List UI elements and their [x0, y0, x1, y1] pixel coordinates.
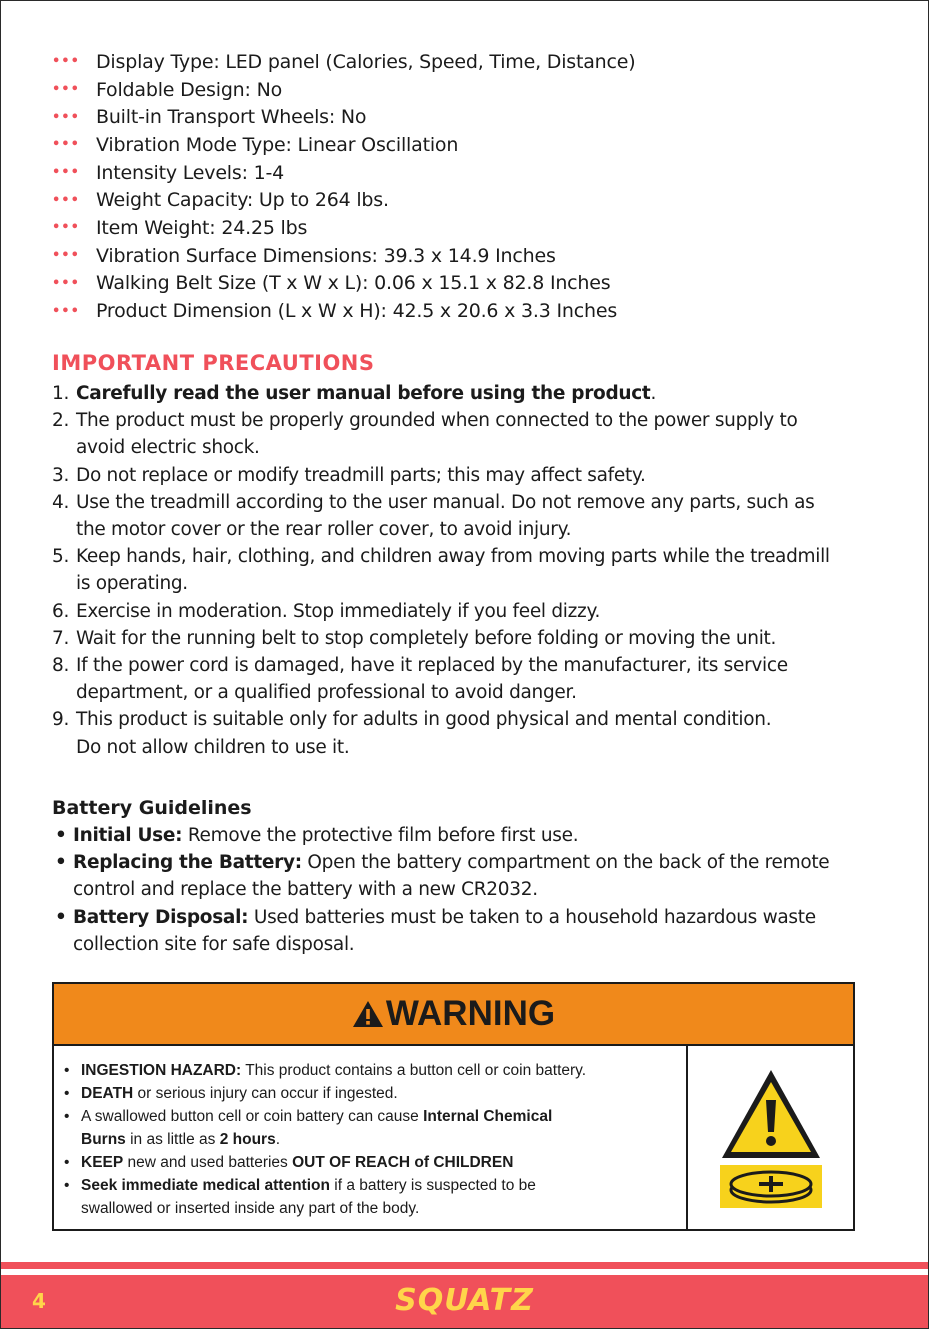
warning-span: or serious injury can occur if ingested. [133, 1085, 398, 1102]
bullet-icon: • [64, 1177, 70, 1194]
precaution-text [76, 598, 892, 625]
battery-term: Initial Use: [73, 825, 183, 846]
spec-item [52, 242, 635, 270]
warning-span: . [275, 1131, 280, 1148]
warning-text [54, 1046, 688, 1229]
footer-bar [1, 1275, 928, 1328]
warning-bold: OUT OF REACH of CHILDREN [292, 1154, 514, 1171]
precaution-item [52, 407, 892, 461]
warning-line [64, 1151, 686, 1174]
precaution-number: 8. [52, 655, 70, 677]
spec-text: Walking Belt Size (T x W x L): 0.06 x 15.1 x 82.8 Inches [96, 272, 611, 295]
precaution-item [52, 706, 892, 760]
battery-item-text [73, 904, 816, 958]
bullet-icon: • [64, 1085, 70, 1102]
warning-span: in as little as [125, 1131, 220, 1148]
bullet-dots-icon: ••• [52, 248, 80, 264]
spec-text: Product Dimension (L x W x H): 42.5 x 20.6 x 3.3 Inches [96, 300, 618, 323]
warning-span: new and used batteries [123, 1154, 293, 1171]
warning-line [64, 1105, 686, 1128]
battery-item-text [73, 822, 578, 849]
spec-item [52, 186, 635, 214]
battery-item [55, 849, 885, 903]
precaution-number: 3. [52, 464, 70, 486]
precaution-line: is operating. [76, 573, 188, 595]
warning-line [64, 1197, 686, 1220]
precaution-item [52, 652, 892, 706]
precaution-number: 5. [52, 546, 70, 568]
battery-line: Used batteries must be taken to a household hazardous waste [253, 906, 816, 928]
spec-text: Foldable Design: No [96, 78, 283, 101]
spec-text: Intensity Levels: 1-4 [96, 161, 285, 184]
warning-span: swallowed or inserted inside any part of the body. [81, 1200, 420, 1217]
spec-item [52, 214, 635, 242]
spec-text: Display Type: LED panel (Calories, Speed, Time, Distance) [96, 50, 636, 73]
bullet-icon: • [55, 825, 67, 846]
precaution-line: The product must be properly grounded when connected to the power supply to [76, 410, 798, 432]
bullet-dots-icon: ••• [52, 109, 80, 125]
spec-item [52, 76, 635, 104]
battery-item-text [73, 849, 829, 903]
precaution-line: If the power cord is damaged, have it replaced by the manufacturer, its service [76, 655, 788, 677]
warning-bold: KEEP [81, 1154, 124, 1171]
precaution-bold-text: Carefully read the user manual before using the product [76, 383, 651, 404]
precaution-item [52, 625, 892, 652]
bullet-dots-icon: ••• [52, 54, 80, 70]
precaution-number: 7. [52, 627, 70, 649]
precaution-number: 6. [52, 600, 70, 622]
warning-title [352, 994, 555, 1034]
spec-item [52, 270, 635, 298]
precaution-item [52, 489, 892, 543]
precaution-text [76, 407, 892, 461]
precaution-item [52, 380, 892, 407]
precautions-heading: IMPORTANT PRECAUTIONS [52, 351, 375, 375]
spec-text: Item Weight: 24.25 lbs [96, 216, 308, 239]
spec-text: Weight Capacity: Up to 264 lbs. [96, 189, 389, 212]
precaution-text [76, 543, 892, 597]
precaution-text [76, 706, 892, 760]
precaution-item [52, 543, 892, 597]
warning-bold: Burns [81, 1131, 126, 1148]
warning-line [64, 1128, 686, 1151]
warning-icon-cell [688, 1046, 853, 1229]
battery-item [55, 904, 885, 958]
warning-span: This product contains a button cell or coin battery. [241, 1062, 587, 1079]
bullet-icon: • [55, 852, 67, 874]
warning-header [54, 984, 853, 1046]
spec-item [52, 131, 635, 159]
precaution-item [52, 462, 892, 489]
precaution-number: 2. [52, 410, 70, 432]
bullet-icon: • [55, 906, 67, 928]
precaution-line: department, or a qualified professional to avoid danger. [76, 682, 577, 704]
bullet-icon: • [64, 1062, 70, 1079]
bullet-dots-icon: ••• [52, 137, 80, 153]
brand-logo: SQUATZ [395, 1283, 534, 1318]
precaution-text [76, 380, 892, 407]
precaution-line: This product is suitable only for adults in good physical and mental condition. [76, 709, 772, 731]
precaution-punct: . [650, 383, 657, 404]
spec-item [52, 297, 635, 325]
bullet-dots-icon: ••• [52, 303, 80, 319]
precautions-list [52, 380, 892, 761]
warning-title-text: WARNING [385, 994, 556, 1033]
battery-line: collection site for safe disposal. [73, 933, 355, 955]
bullet-dots-icon: ••• [52, 82, 80, 98]
precaution-text [76, 652, 892, 706]
precaution-text [76, 625, 892, 652]
spec-text: Built-in Transport Wheels: No [96, 106, 367, 129]
precaution-number: 1. [52, 383, 70, 404]
battery-item [55, 822, 885, 849]
spec-list [52, 48, 635, 325]
warning-triangle-icon [352, 1000, 384, 1028]
precaution-line: Do not allow children to use it. [76, 736, 350, 758]
battery-list [55, 822, 885, 958]
precaution-item [52, 598, 892, 625]
precaution-line: Wait for the running belt to stop completely before folding or moving the unit. [76, 627, 777, 649]
warning-bold: 2 hours [219, 1131, 276, 1148]
precaution-text [76, 462, 892, 489]
battery-heading: Battery Guidelines [52, 797, 252, 819]
warning-bold: DEATH [81, 1085, 134, 1102]
warning-span: if a battery is suspected to be [329, 1177, 536, 1194]
warning-line [64, 1059, 686, 1082]
battery-line: control and replace the battery with a new CR2032. [73, 879, 538, 901]
bullet-icon: • [64, 1108, 70, 1125]
warning-line [64, 1082, 686, 1105]
precaution-line: avoid electric shock. [76, 437, 260, 459]
page-number: 4 [32, 1289, 46, 1313]
warning-bold: INGESTION HAZARD: [81, 1062, 242, 1079]
spec-text: Vibration Surface Dimensions: 39.3 x 14.9 Inches [96, 244, 556, 267]
spec-item [52, 103, 635, 131]
spec-text: Vibration Mode Type: Linear Oscillation [96, 133, 459, 156]
bullet-dots-icon: ••• [52, 192, 80, 208]
bullet-icon: • [64, 1154, 70, 1171]
coin-battery-hazard-icon [719, 1068, 823, 1208]
battery-term: Replacing the Battery: [73, 852, 302, 874]
precaution-number: 9. [52, 709, 70, 731]
spec-item [52, 159, 635, 187]
precaution-line: Keep hands, hair, clothing, and children away from moving parts while the treadmill [76, 546, 830, 568]
battery-line: Remove the protective film before first use. [187, 825, 579, 846]
precaution-line: Do not replace or modify treadmill parts; this may affect safety. [76, 464, 646, 486]
bullet-dots-icon: ••• [52, 275, 80, 291]
precaution-line: Use the treadmill according to the user manual. Do not remove any parts, such as [76, 491, 815, 513]
warning-box [52, 982, 855, 1231]
warning-bold: Seek immediate medical attention [81, 1177, 330, 1194]
precaution-number: 4. [52, 491, 70, 513]
precaution-line: the motor cover or the rear roller cover, to avoid injury. [76, 519, 572, 541]
bullet-dots-icon: ••• [52, 165, 80, 181]
spec-item [52, 48, 635, 76]
precaution-line: Exercise in moderation. Stop immediately if you feel dizzy. [76, 600, 601, 622]
battery-line: Open the battery compartment on the back of the remote [307, 852, 830, 874]
precaution-text [76, 489, 892, 543]
warning-line [64, 1174, 686, 1197]
footer-stripe [1, 1262, 928, 1269]
battery-term: Battery Disposal: [73, 906, 249, 928]
bullet-dots-icon: ••• [52, 220, 80, 236]
warning-body [54, 1046, 853, 1229]
warning-span: A swallowed button cell or coin battery can cause [81, 1108, 424, 1125]
warning-bold: Internal Chemical [423, 1108, 553, 1125]
